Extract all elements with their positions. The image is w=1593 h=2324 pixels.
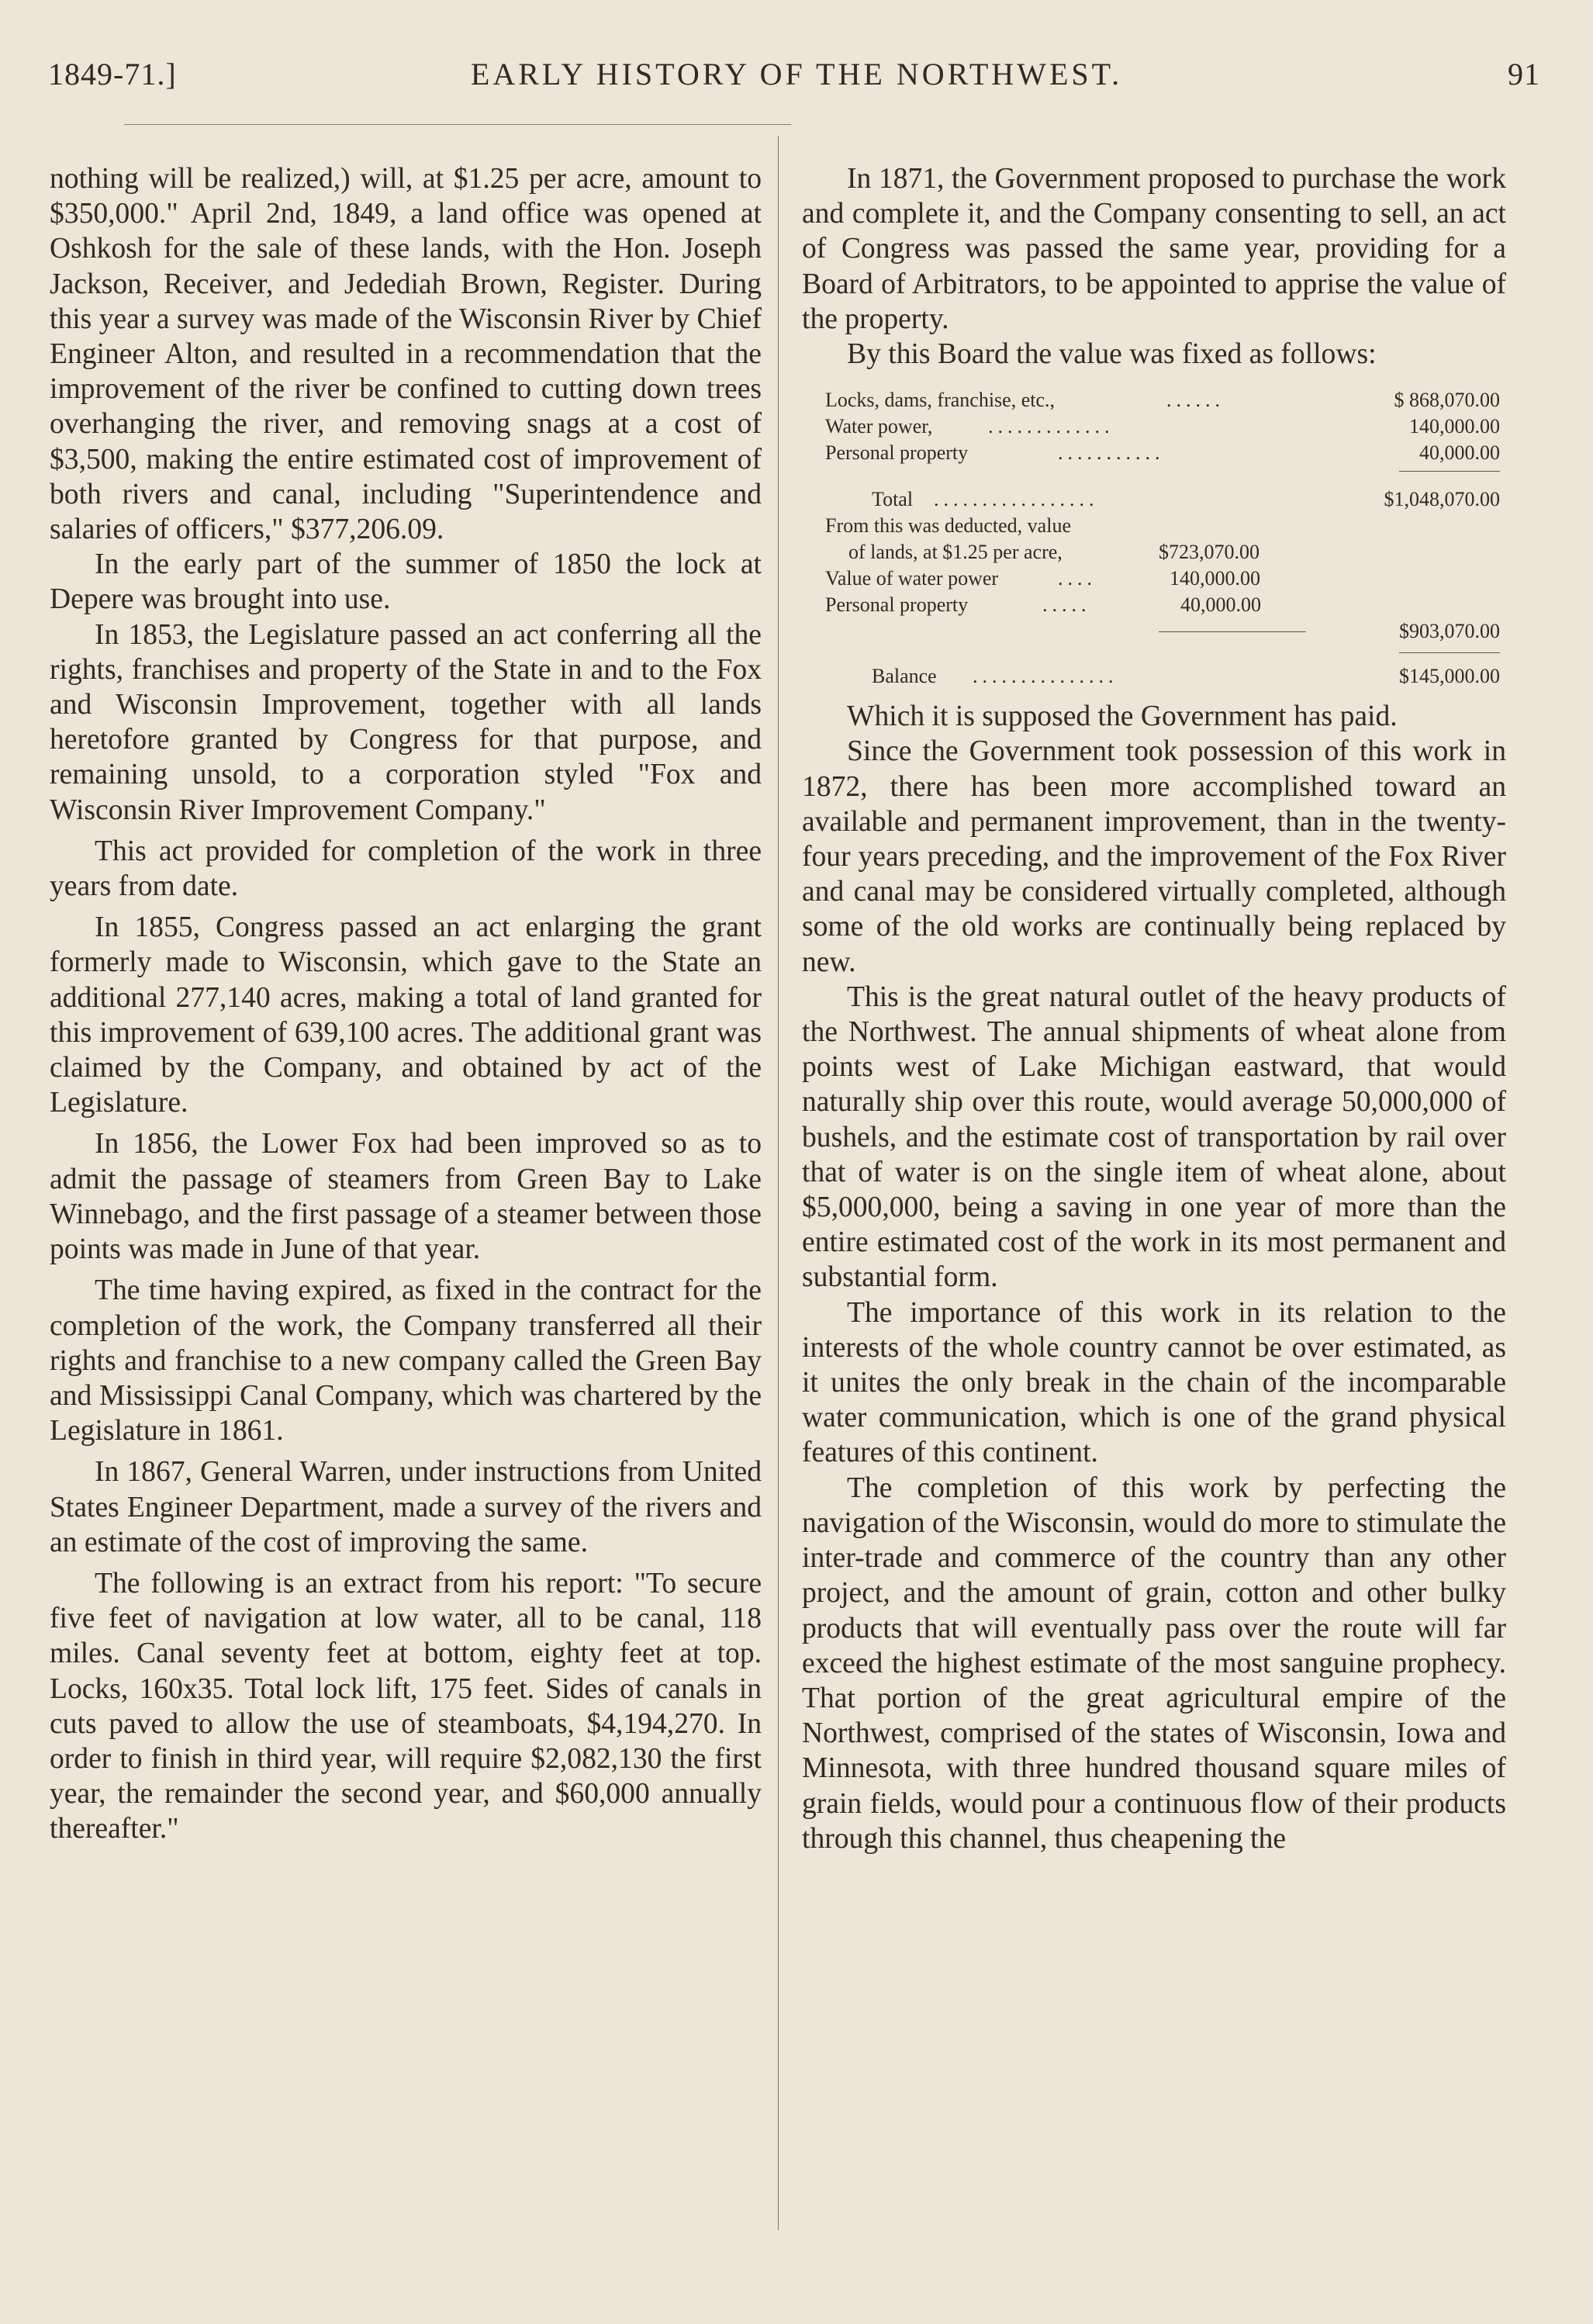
paragraph: Since the Government took possession of this work in 1872, there has been more accomplished toward an available and permanent improvement, than in the twenty-four years preceding, and the improvement of the Fox River and canal may be considered virtually completed, although some of the old works are continually being replaced by new. [802,735,1506,978]
sum-rule [1159,631,1306,632]
deduction-total: $903,070.00 [1399,620,1500,643]
leader-dots: ............... [973,665,1118,688]
valuation-amount: $ 868,070.00 [1394,389,1500,412]
deduction-row [825,539,1500,565]
valuation-label: Water power, [825,415,933,438]
right-column [802,161,1506,1856]
paragraph: The time having expired, as fixed in the contract for the completion of the work, the Company transferred all their rights and franchise to a new company called the Green Bay and Mississippi Canal Company, which was chartered by the Legislature in 1861. [50,1274,762,1447]
leader-dots: ........... [1058,441,1165,465]
total-label: Total [872,488,914,511]
valuation-table [825,387,1500,690]
column-divider [778,136,779,2230]
paragraph: In the early part of the summer of 1850 the lock at Depere was brought into use. [50,548,762,616]
total-amount: $1,048,070.00 [1384,488,1500,511]
deduction-heading: From this was deducted, value [825,514,1071,538]
leader-dots: ..... [1042,593,1091,617]
deduction-label: Personal property [825,593,969,617]
header-date-range: 1849-71.] [48,57,177,92]
sum-rule [1399,652,1500,653]
paragraph: In 1856, the Lower Fox had been improved so as to admit the passage of steamers from Green Bay to Lake Winnebago, and the first passage of a steamer between those points was made in June of that year. [50,1128,762,1266]
sum-rule [1399,471,1500,472]
leader-dots: .... [1058,567,1097,590]
balance-amount: $145,000.00 [1399,665,1500,688]
paragraph: In 1855, Congress passed an act enlarging the grant formerly made to Wisconsin, which gave to the State an additional 277,140 acres, making a total of land granted for this improvement of 639,100 acres. The additional grant was claimed by the Company, and obtained by act of the Legislature. [50,911,762,1119]
paragraph: In 1871, the Government proposed to purchase the work and complete it, and the Company consenting to sell, an act of Congress was passed the same year, providing for a Board of Arbitrators, to be appointed to apprise the value of the property. [802,163,1506,335]
paragraph: This is the great natural outlet of the heavy products of the Northwest. The annual shipments of wheat alone from points west of Lake Michigan eastward, that would naturally ship over this route, would average 50,000,000 of bushels, and the estimate cost of transportation by rail over that of water is on the single item of wheat alone, about $5,000,000, being a saving in one year of more than the entire estimated cost of the work in its most permanent and substantial form. [802,980,1506,1294]
paragraph: nothing will be realized,) will, at $1.25 per acre, amount to $350,000." April 2nd, 1849, a land office was opened at Oshkosh for the sale of these lands, with the Hon. Joseph Jackson, Receiver, and Jedediah Brown, Register. During this year a survey was made of the Wisconsin River by Chief Engineer Alton, and resulted in a recommendation that the improvement of the river be confined to cutting down trees overhanging the river, and removing snags at a cost of $3,500, making the entire estimated cost of improvement of both rivers and canal, including "Superintendence and salaries of officers," $377,206.09. [50,163,762,546]
paragraph: The importance of this work in its relation to the interests of the whole country cannot be over estimated, as it unites the only break in the chain of the incomparable water communication, which is one of the grand physical features of this continent. [802,1296,1506,1469]
valuation-label: Personal property [825,441,969,465]
balance-label: Balance [872,665,937,688]
header-title: EARLY HISTORY OF THE NORTHWEST. [470,57,1123,92]
balance-row [825,663,1500,690]
deduction-heading-row [825,513,1500,539]
paragraph: This act provided for completion of the work in three years from date. [50,835,762,903]
deduction-total-row [825,618,1500,645]
valuation-amount: 40,000.00 [1419,441,1500,465]
deduction-label: Value of water power [825,567,999,590]
deduction-amount: 140,000.00 [1170,567,1260,590]
paragraph: In 1867, General Warren, under instructions from United States Engineer Department, made a survey of the rivers and an estimate of the cost of improving the same. [50,1456,762,1558]
valuation-label: Locks, dams, franchise, etc., [825,389,1056,412]
valuation-row [825,413,1500,440]
valuation-row [825,387,1500,413]
running-header [48,56,1545,102]
left-column [50,161,762,1847]
deduction-row [825,592,1500,618]
deduction-amount: $723,070.00 [1159,541,1260,564]
page-number: 91 [1508,57,1540,92]
paragraph: In 1853, the Legislature passed an act conferring all the rights, franchises and property of the State in and to the Fox and Wisconsin Improvement, together with all lands heretofore granted by Congress for that purpose, and remaining unsold, to a corporation styled "Fox and Wisconsin River Improvement Company." [50,618,762,826]
paragraph: The following is an extract from his report: "To secure five feet of navigation at low water, all to be canal, 118 miles. Canal seventy feet at bottom, eighty feet at top. Locks, 160x35. Total lock lift, 175 feet. Sides of canals in cuts paved to allow the use of steamboats, $4,194,270. In order to finish in third year, will require $2,082,130 the first year, the remainder the second year, and $60,000 annually thereafter." [50,1567,762,1845]
paragraph: The completion of this work by perfecting the navigation of the Wisconsin, would do more to stimulate the inter-trade and commerce of the country than any other project, and the amount of grain, cotton and other bulky products that will eventually pass over the route will far exceed the highest estimate of the most sanguine prophecy. That portion of the great agricultural empire of the Northwest, comprised of the states of Wisconsin, Iowa and Minnesota, with three hundred thousand square miles of grain fields, would pour a continuous flow of their products through this channel, thus cheapening the [802,1472,1506,1855]
valuation-amount: 140,000.00 [1409,415,1500,438]
deduction-amount: 40,000.00 [1180,593,1261,617]
leader-dots: ...... [1166,389,1225,412]
total-row [825,486,1500,513]
leader-dots: ................. [934,488,1099,511]
paragraph: Which it is supposed the Government has paid. [847,700,1398,733]
valuation-row [825,440,1500,466]
deduction-label: of lands, at $1.25 per acre, [848,541,1063,564]
paragraph: By this Board the value was fixed as follows: [847,338,1377,371]
deduction-row [825,565,1500,592]
header-rule [124,124,791,125]
leader-dots: ............. [988,415,1114,438]
